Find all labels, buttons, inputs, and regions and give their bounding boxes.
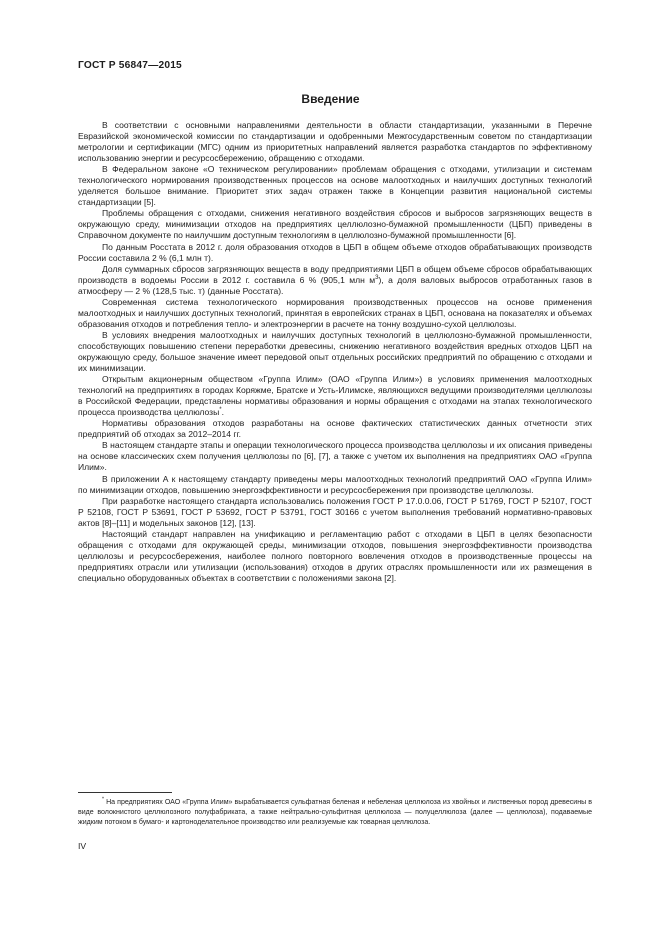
paragraph: Проблемы обращения с отходами, снижения негативного воздействия сбросов и выбросов загрязняющих веществ в окружающую среду, минимизации отходов на предприятиях целлюлозно-бумажной промышленности (ЦБП) приведены в Справочном документе по наилучшим доступным технологиям в целлюлозно-бумажной промышленности [6]. bbox=[78, 208, 592, 241]
body-text bbox=[78, 120, 592, 584]
superscript: 3 bbox=[375, 273, 379, 281]
paragraph-text: Открытым акционерным обществом «Группа Илим» (ОАО «Группа Илим») в условиях применения малоотходных технологий на предприятиях в городах Коряжме, Братске и Усть-Илимске, являющихся ведущими производителями целлюлозы в Российской Федерации, представлены нормативы образования и нормы обращения с отходами на этапах технологического процесса производства целлюлозы bbox=[78, 374, 592, 418]
paragraph-text-tail: ), а доля валовых выбросов отработанных газов в атмосферу — 2 % (128,5 тыс. т) (данные Росстата). bbox=[78, 274, 593, 296]
paragraph bbox=[78, 374, 592, 418]
paragraph: В настоящем стандарте этапы и операции технологического процесса производства целлюлозы и их описания приведены на основе классических схем получения целлюлозы по [6], [7], а также с учетом их выполнения на предприятиях ОАО «Группа Илим». bbox=[78, 440, 592, 473]
paragraph: Современная система технологического нормирования производственных процессов на основе применения малоотходных и наилучших доступных технологий, принятая в европейских странах в ЦБП, основана на показателях и объемах образования отходов и потребления тепло- и электроэнергии в расчете на тонну воздушно-сухой целлюлозы. bbox=[78, 296, 592, 329]
page-number: IV bbox=[78, 841, 87, 851]
paragraph: В условиях внедрения малоотходных и наилучших доступных технологий в целлюлозно-бумажной промышленности, способствующих повышению степени переработки древесины, снижению негативного воздействия вредных отходов ЦБП на окружающую среду, большое значение имеет передовой опыт отдельных российских предприятий по обращению с отходами и их минимизации. bbox=[78, 329, 592, 374]
footnote-text: На предприятиях ОАО «Группа Илим» вырабатывается сульфатная беленая и небеленая целлюлоза из хвойных и лиственных пород древесины в виде волокнистого целлюлозного полуфабриката, а также нейтрально-сульфитная целлюлоза — полуцеллюлоза (далее — целлюлоза), подаваемые жидким потоком в бумаго- и картоноделательное производство или реализуемые как товарная целлюлоза. bbox=[78, 799, 592, 826]
paragraph: По данным Росстата в 2012 г. доля образования отходов в ЦБП в общем объеме отходов обрабатывающих производств России составила 2 % (6,1 млн т). bbox=[78, 241, 592, 263]
footnote bbox=[78, 798, 592, 828]
paragraph: В Федеральном законе «О техническом регулировании» проблемам обращения с отходами, утилизации и системам технологического нормирования производственных процессов на основе малоотходных и наилучших доступных технологий уделяется большое внимание. Приоритет этих задач отражен также в Концепции развития национальной системы стандартизации [5]. bbox=[78, 164, 592, 208]
paragraph: В приложении А к настоящему стандарту приведены меры малоотходных технологий предприятий ОАО «Группа Илим» по минимизации отходов, повышению энергоэффективности и ресурсосбережения при производстве целлюлозы. bbox=[78, 473, 592, 495]
standard-header: ГОСТ Р 56847—2015 bbox=[78, 60, 182, 71]
footnote-marker: * bbox=[102, 796, 104, 803]
paragraph: При разработке настоящего стандарта использовались положения ГОСТ Р 17.0.0.06, ГОСТ Р 51769, ГОСТ Р 52107, ГОСТ Р 52108, ГОСТ Р 53691, ГОСТ Р 53692, ГОСТ Р 53791, ГОСТ 30166 с учетом выполнения требований нормативно-правовых актов [8]–[11] и модельных законов [12], [13]. bbox=[78, 495, 592, 528]
paragraph: Нормативы образования отходов разработаны на основе фактических статистических данных отчетности этих предприятий об отходах за 2012–2014 гг. bbox=[78, 418, 592, 440]
footnote-divider bbox=[78, 792, 172, 793]
footnote-reference[interactable]: * bbox=[219, 406, 222, 414]
paragraph-text: Доля суммарных сбросов загрязняющих веществ в воду предприятиями ЦБП в общем объеме сбросов обрабатывающих производств в водоемы России в 2012 г. составила 6 % (905,1 млн м bbox=[78, 263, 592, 285]
footnote-paragraph bbox=[78, 798, 592, 828]
section-title: Введение bbox=[301, 92, 360, 106]
paragraph: Настоящий стандарт направлен на унификацию и регламентацию работ с отходами в ЦБП в целях безопасности обращения с отходами для окружающей среды, минимизации отходов, повышения энергоэффективности производства целлюлозы и ресурсосбережения, наиболее полного повторного вовлечения отходов в производственные процессы на предприятиях отрасли или утилизации (использования) отходов в других отраслях промышленности или их размещения в специально оборудованных объектах в соответствии с положениями закона [2]. bbox=[78, 528, 592, 583]
paragraph bbox=[78, 264, 592, 297]
paragraph: В соответствии с основными направлениями деятельности в области стандартизации, указанными в Перечне Евразийской экономической комиссии по стандартизации и одобренными Межгосударственным советом по стандартизации метрологии и сертификации (МГС) одним из приоритетных направлений является разработка стандартов по эффективному использованию энергии и ресурсосбережению, обращению с отходами. bbox=[78, 120, 592, 164]
paragraph-text-tail: . bbox=[221, 407, 224, 418]
